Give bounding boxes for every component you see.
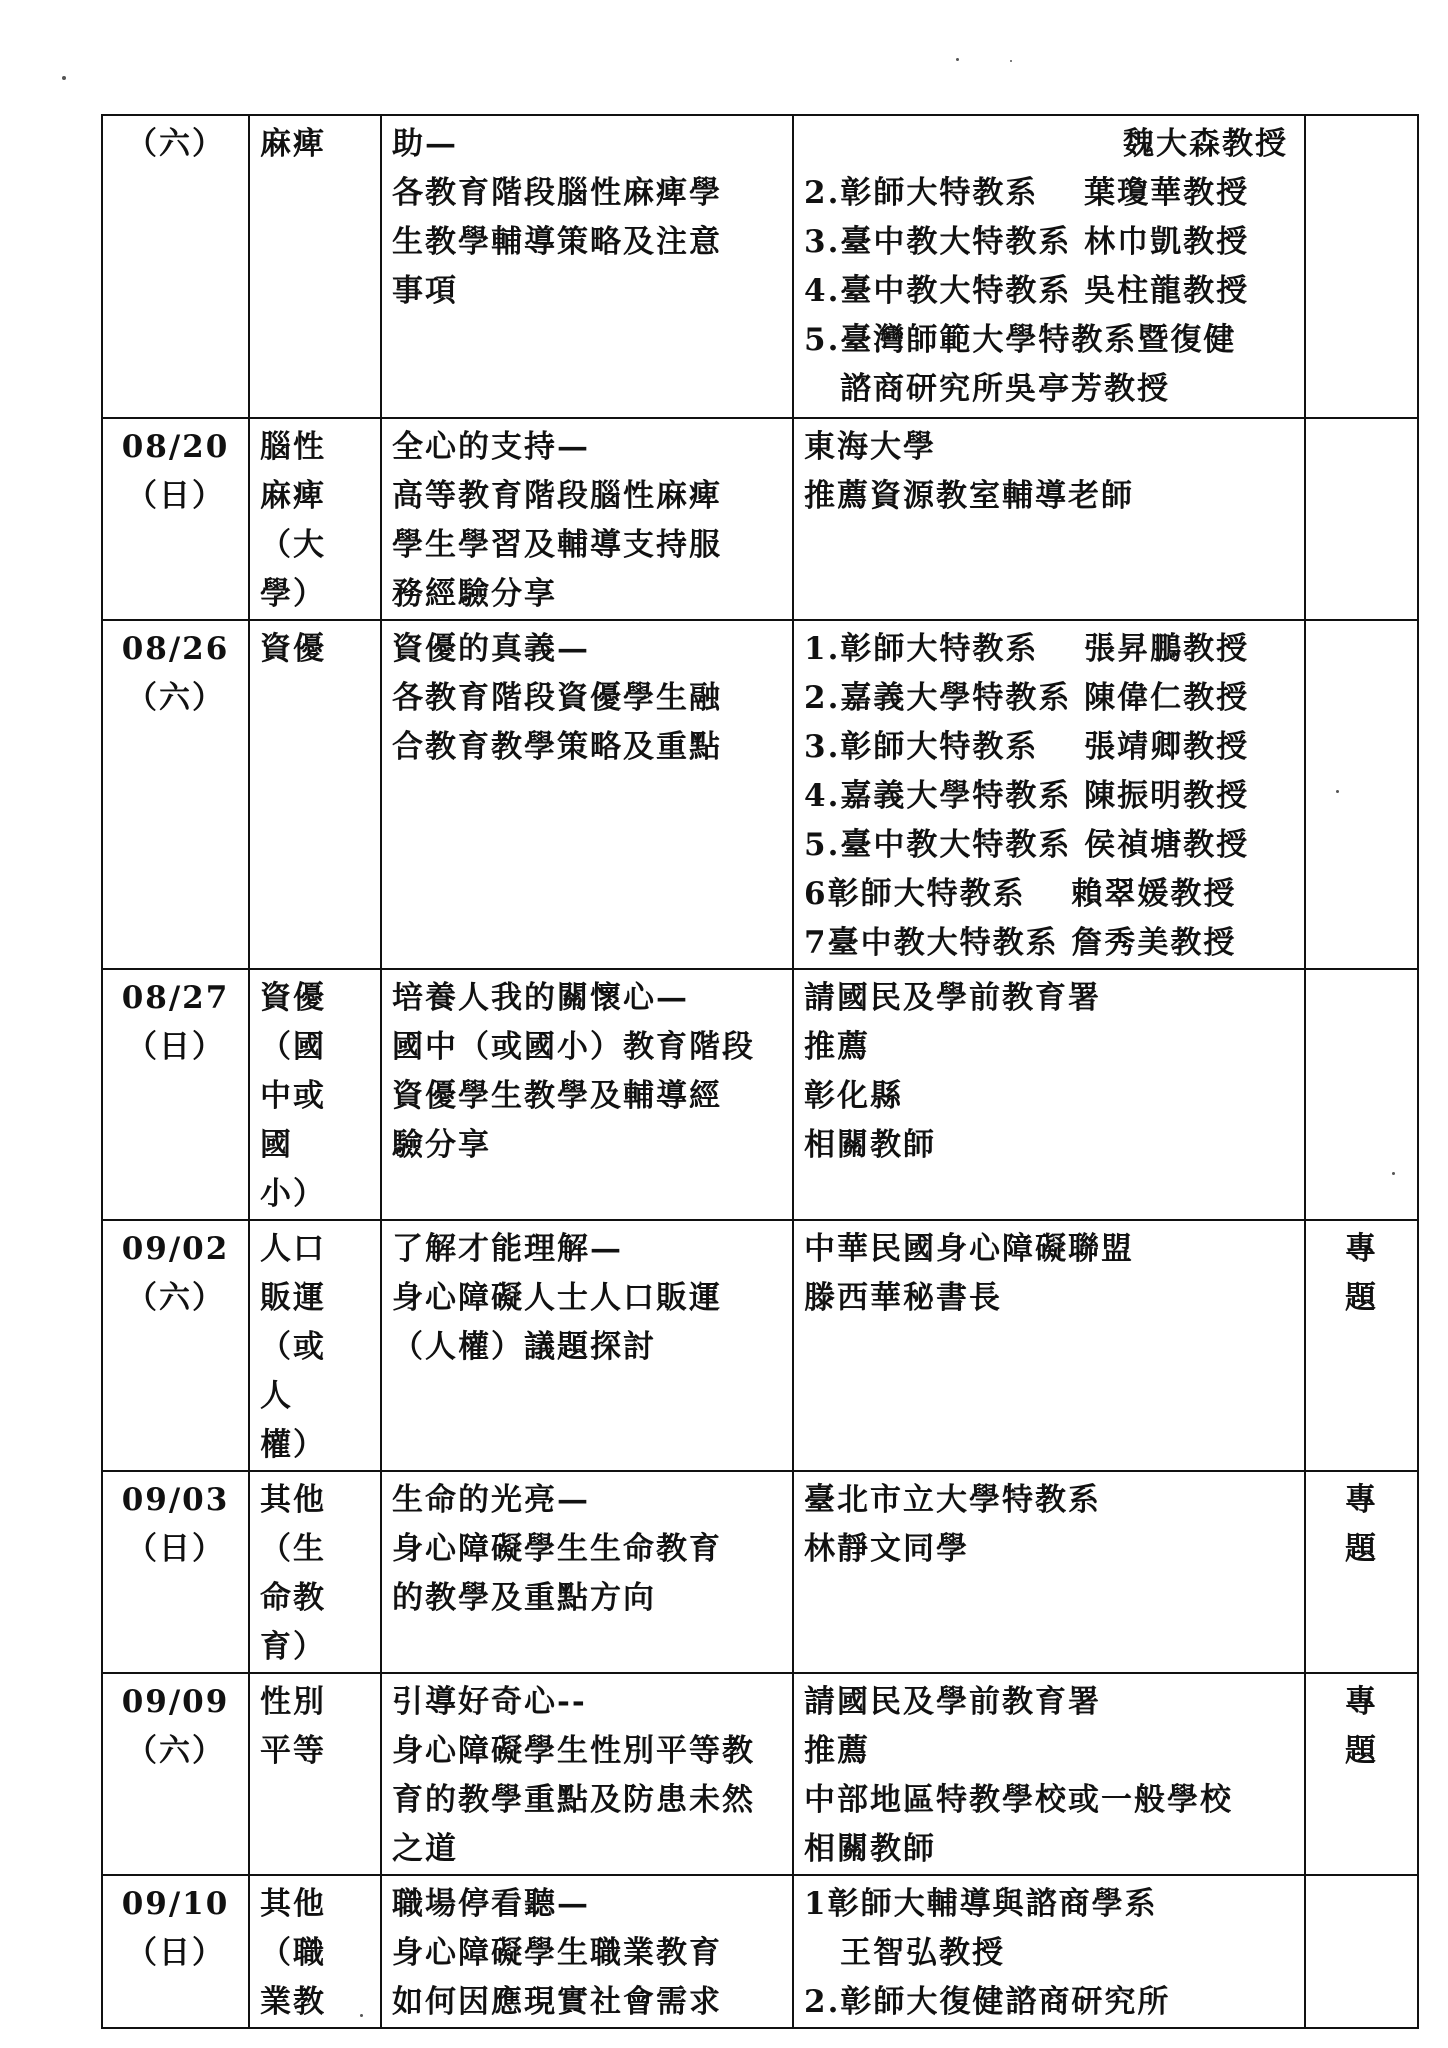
content-cell (381, 969, 793, 1220)
schedule-table (101, 114, 1419, 2029)
topic-cell (249, 1875, 381, 2028)
scan-speck (956, 58, 959, 61)
speaker-cell (793, 1471, 1305, 1673)
date-cell (102, 418, 249, 620)
topic-cell (249, 1471, 381, 1673)
speaker-line: 1.彰師大特教系 張昇鵬教授 (804, 631, 1250, 667)
date-cell (102, 115, 249, 418)
session-date: 09/02 (121, 1231, 230, 1267)
content-line: 生命的光亮— (392, 1482, 590, 1518)
speaker-line: 推薦 (804, 1029, 870, 1065)
content-line: 國中（或國小）教育階段 (392, 1029, 755, 1065)
speaker-line: 7臺中教大特教系 詹秀美教授 (804, 925, 1237, 961)
session-category: 其他（生命教育） (260, 1482, 326, 1665)
content-cell (381, 1471, 793, 1673)
speaker-cell (793, 1875, 1305, 2028)
speaker-line: 請國民及學前教育署 (804, 980, 1101, 1016)
speaker-cell (793, 620, 1305, 969)
content-line: 學生學習及輔導支持服 (392, 527, 722, 563)
speaker-line: 滕西華秘書長 (804, 1280, 1002, 1316)
speaker-line: 相關教師 (804, 1831, 936, 1867)
speaker-line: 5.臺灣師範大學特教系暨復健 (804, 322, 1237, 358)
session-date: 09/09 (121, 1684, 230, 1720)
date-cell (102, 620, 249, 969)
table-row (102, 1220, 1418, 1471)
content-line: 生教學輔導策略及注意 (392, 224, 722, 260)
session-date: 08/20 (121, 429, 230, 465)
session-category: 腦性麻痺（大學） (260, 429, 326, 612)
content-line: 各教育階段資優學生融 (392, 680, 722, 716)
speaker-line: 2.彰師大復健諮商研究所 (804, 1984, 1171, 2020)
speaker-line: 東海大學 (804, 429, 936, 465)
table-row (102, 1673, 1418, 1875)
content-cell (381, 418, 793, 620)
content-line: 的教學及重點方向 (392, 1580, 656, 1616)
note-text: 專題 (1345, 1684, 1378, 1769)
table-row (102, 620, 1418, 969)
speaker-line: 2.彰師大特教系 葉瓊華教授 (804, 175, 1250, 211)
session-date: 09/10 (121, 1886, 230, 1922)
content-line: 驗分享 (392, 1127, 491, 1163)
session-category: 麻痺 (260, 126, 326, 162)
session-day: （日） (126, 478, 225, 514)
content-line: 身心障礙學生性別平等教 (392, 1733, 755, 1769)
session-day: （日） (126, 1029, 225, 1065)
session-category: 其他（職業教 (260, 1886, 326, 2020)
scan-speck (1010, 60, 1012, 62)
note-text: 專題 (1345, 1231, 1378, 1316)
speaker-cell (793, 418, 1305, 620)
note-text: 專題 (1345, 1482, 1378, 1567)
speaker-line: 4.臺中教大特教系 吳柱龍教授 (804, 273, 1250, 309)
topic-cell (249, 1220, 381, 1471)
content-line: 高等教育階段腦性麻痺 (392, 478, 722, 514)
content-line: 各教育階段腦性麻痺學 (392, 175, 722, 211)
date-cell (102, 1220, 249, 1471)
speaker-line: 3.彰師大特教系 張靖卿教授 (804, 729, 1250, 765)
content-line: 育的教學重點及防患未然 (392, 1782, 755, 1818)
date-cell (102, 1673, 249, 1875)
content-line: 事項 (392, 273, 458, 309)
session-day: （六） (126, 1733, 225, 1769)
speaker-line: 4.嘉義大學特教系 陳振明教授 (804, 778, 1250, 814)
speaker-line: 臺北市立大學特教系 (804, 1482, 1101, 1518)
content-line: 務經驗分享 (392, 576, 557, 612)
speaker-cell (793, 115, 1305, 418)
speaker-line: 王智弘教授 (840, 1935, 1005, 1971)
session-day: （日） (126, 1531, 225, 1567)
speaker-line: 推薦資源教室輔導老師 (804, 478, 1134, 514)
note-cell (1305, 969, 1418, 1220)
session-day: （六） (126, 1280, 225, 1316)
table-row (102, 418, 1418, 620)
session-category: 資優 (260, 631, 326, 667)
table-row (102, 969, 1418, 1220)
speaker-line: 6彰師大特教系 賴翠媛教授 (804, 876, 1237, 912)
note-cell (1305, 620, 1418, 969)
content-line: 資優學生教學及輔導經 (392, 1078, 722, 1114)
speaker-line: 請國民及學前教育署 (804, 1684, 1101, 1720)
content-line: （人權）議題探討 (392, 1329, 656, 1365)
speaker-line: 5.臺中教大特教系 侯禎塘教授 (804, 827, 1250, 863)
speaker-line: 林靜文同學 (804, 1531, 969, 1567)
content-cell (381, 1875, 793, 2028)
session-date: 08/27 (121, 980, 230, 1016)
session-date: 09/03 (121, 1482, 230, 1518)
note-cell (1305, 1471, 1418, 1673)
session-category: 性別平等 (260, 1684, 326, 1769)
table-row (102, 115, 1418, 418)
speaker-cell (793, 1673, 1305, 1875)
session-category: 資優（國中或國小） (260, 980, 326, 1212)
content-line: 身心障礙學生生命教育 (392, 1531, 722, 1567)
content-line: 身心障礙學生職業教育 (392, 1935, 722, 1971)
speaker-line: 1彰師大輔導與諮商學系 (804, 1886, 1158, 1922)
content-line: 如何因應現實社會需求 (392, 1984, 722, 2020)
content-cell (381, 620, 793, 969)
session-day: （六） (126, 680, 225, 716)
date-cell (102, 1875, 249, 2028)
session-date: 08/26 (121, 631, 230, 667)
content-line: 全心的支持— (392, 429, 590, 465)
speaker-line: 推薦 (804, 1733, 870, 1769)
note-cell (1305, 1875, 1418, 2028)
topic-cell (249, 418, 381, 620)
speaker-line: 2.嘉義大學特教系 陳偉仁教授 (804, 680, 1250, 716)
speaker-line: 相關教師 (804, 1127, 936, 1163)
note-cell (1305, 418, 1418, 620)
date-cell (102, 969, 249, 1220)
topic-cell (249, 969, 381, 1220)
content-cell (381, 1673, 793, 1875)
content-cell (381, 115, 793, 418)
content-line: 身心障礙人士人口販運 (392, 1280, 722, 1316)
content-line: 助— (392, 126, 458, 162)
content-cell (381, 1220, 793, 1471)
content-line: 了解才能理解— (392, 1231, 623, 1267)
speaker-line: 彰化縣 (804, 1078, 903, 1114)
note-cell (1305, 115, 1418, 418)
session-day: （六） (126, 126, 225, 162)
content-line: 培養人我的關懷心— (392, 980, 689, 1016)
session-category: 人口販運（或人權） (260, 1231, 326, 1463)
scan-speck (62, 76, 66, 80)
table-row (102, 1875, 1418, 2028)
speaker-line: 魏大森教授 (1123, 126, 1288, 162)
content-line: 引導好奇心-- (392, 1684, 587, 1720)
session-day: （日） (126, 1935, 225, 1971)
speaker-line: 中部地區特教學校或一般學校 (804, 1782, 1233, 1818)
content-line: 合教育教學策略及重點 (392, 729, 722, 765)
table-row (102, 1471, 1418, 1673)
speaker-cell (793, 969, 1305, 1220)
speaker-cell (793, 1220, 1305, 1471)
note-cell (1305, 1673, 1418, 1875)
speaker-line: 3.臺中教大特教系 林巾凱教授 (804, 224, 1250, 260)
content-line: 之道 (392, 1831, 458, 1867)
note-cell (1305, 1220, 1418, 1471)
topic-cell (249, 1673, 381, 1875)
topic-cell (249, 620, 381, 969)
content-line: 資優的真義— (392, 631, 590, 667)
topic-cell (249, 115, 381, 418)
content-line: 職場停看聽— (392, 1886, 590, 1922)
date-cell (102, 1471, 249, 1673)
speaker-line: 中華民國身心障礙聯盟 (804, 1231, 1134, 1267)
speaker-line: 諮商研究所吳亭芳教授 (840, 371, 1170, 407)
